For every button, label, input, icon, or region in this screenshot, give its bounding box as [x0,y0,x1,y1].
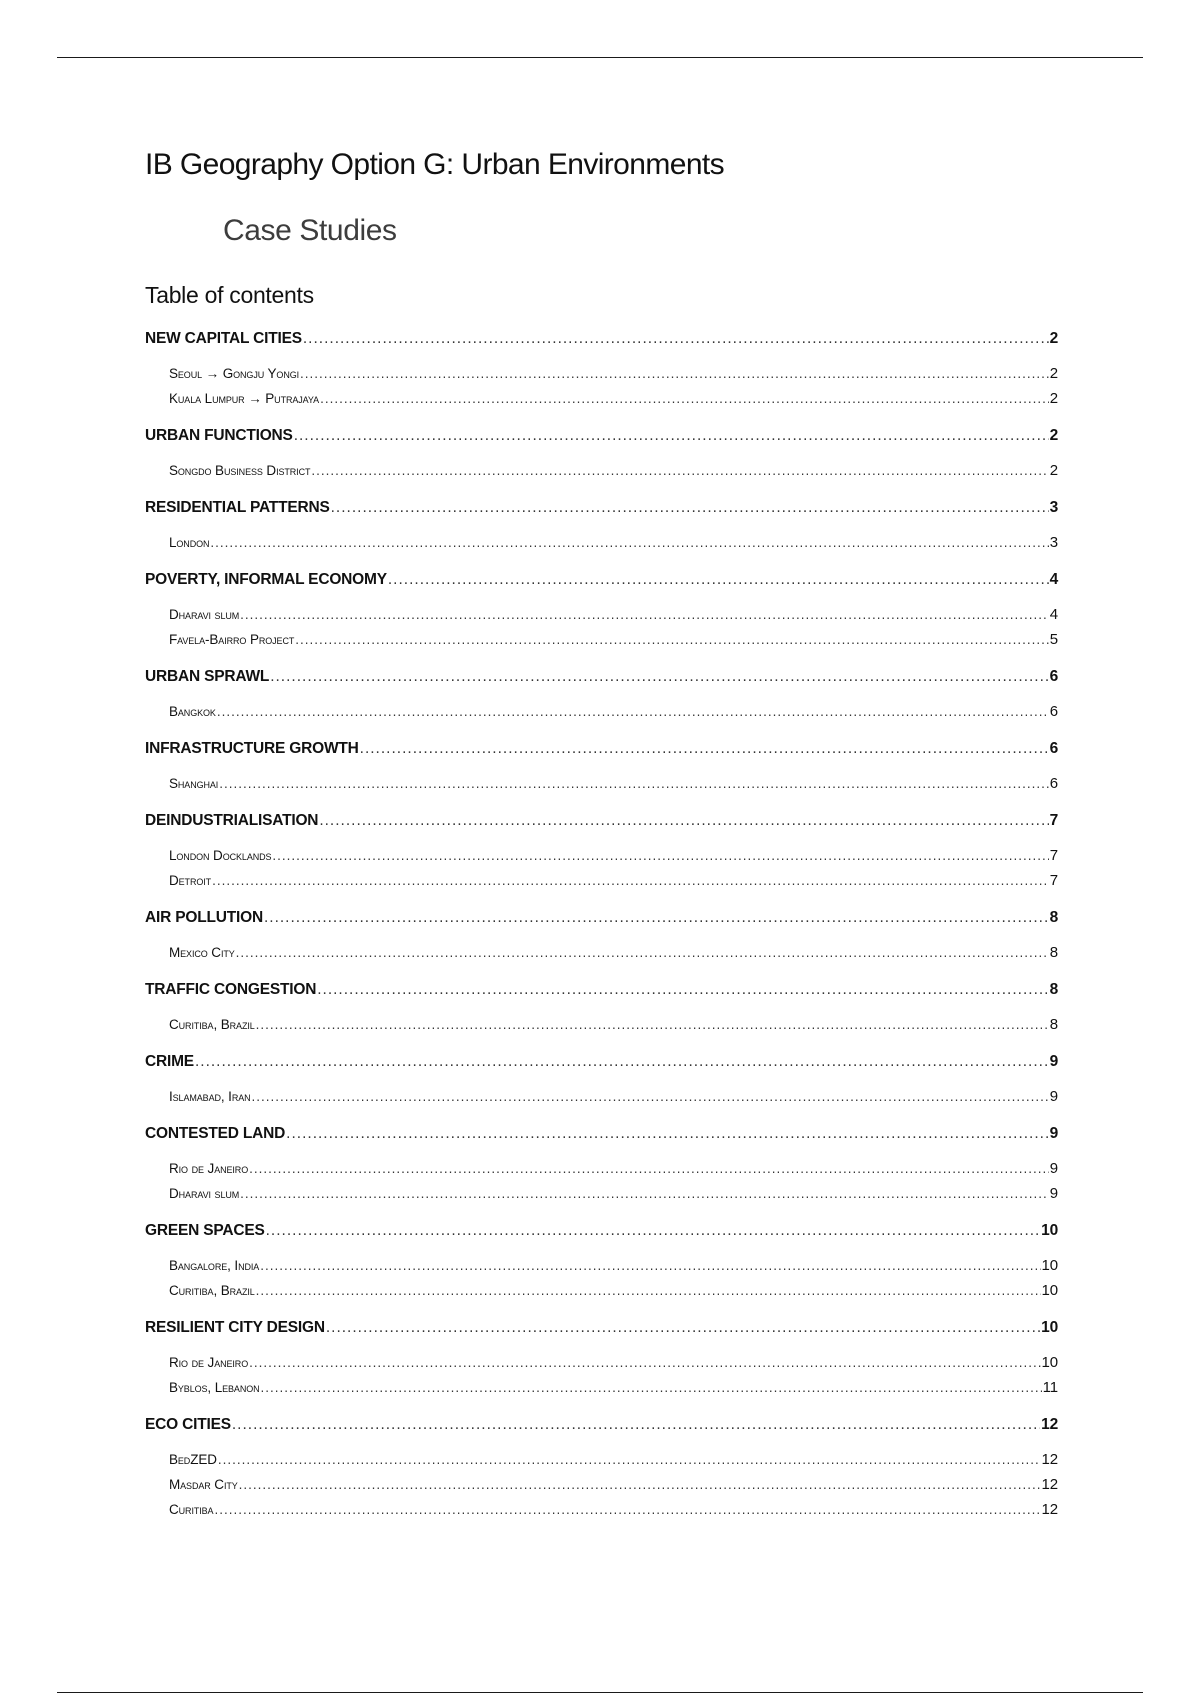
dot-leader [331,499,1049,517]
toc-page-number: 6 [1049,775,1058,792]
toc-subitem-title: Detroit [169,873,212,888]
toc-page-number: 7 [1049,847,1058,864]
toc-entry-subitem[interactable] [145,1282,1058,1307]
dot-leader [218,1452,1041,1467]
toc-entry-subitem[interactable] [145,1451,1058,1476]
footer-rule [57,1692,1143,1693]
toc-section [145,330,1058,427]
dot-leader [311,463,1048,478]
toc-subitem-title: BedZED [169,1452,217,1467]
toc-subitem-title: Curitiba, Brazil [169,1017,255,1032]
toc-subitem-title: Bangkok [169,704,216,719]
toc-entry-heading[interactable] [145,1222,1058,1246]
toc-page-number: 10 [1041,1319,1058,1336]
toc-subitem-title: Rio de Janeiro [169,1355,249,1370]
toc-page-number: 9 [1049,1053,1058,1070]
toc-section [145,1319,1058,1416]
toc-section [145,427,1058,499]
toc-entry-title: RESILIENT CITY DESIGN [145,1319,325,1336]
dot-leader [317,981,1048,999]
toc-entry-heading[interactable] [145,1053,1058,1077]
toc-page-number: 8 [1049,1016,1058,1033]
toc-entry-subitem[interactable] [145,775,1058,800]
dot-leader [240,607,1049,622]
toc-entry-subitem[interactable] [145,390,1058,415]
toc-entry-title: URBAN FUNCTIONS [145,427,293,444]
document-title: IB Geography Option G: Urban Environments [145,148,725,181]
dot-leader [219,776,1049,791]
toc-page-number: 3 [1049,534,1058,551]
dot-leader [232,1416,1040,1434]
dot-leader [320,391,1049,406]
toc-page-number: 8 [1049,944,1058,961]
toc-section [145,909,1058,981]
toc-entry-title: INFRASTRUCTURE GROWTH [145,740,359,757]
dot-leader [286,1125,1048,1143]
toc-entry-title: CRIME [145,1053,194,1070]
toc-entry-heading[interactable] [145,668,1058,692]
toc-section [145,499,1058,571]
toc-section [145,1416,1058,1538]
dot-leader [252,1089,1049,1104]
toc-page-number: 5 [1049,631,1058,648]
dot-leader [261,1380,1042,1395]
dot-leader [212,873,1049,888]
toc-subitem-title: Seoul → Gongju Yongi [169,366,300,381]
toc-subitem-title: London [169,535,210,550]
dot-leader [360,740,1049,758]
toc-entry-heading[interactable] [145,740,1058,764]
toc-section [145,1125,1058,1222]
toc-section [145,812,1058,909]
toc-entry-subitem[interactable] [145,1160,1058,1185]
toc-entry-title: ECO CITIES [145,1416,231,1433]
toc-page-number: 9 [1049,1160,1058,1177]
toc-subitem-title: Curitiba [169,1502,214,1517]
dot-leader [256,1283,1041,1298]
toc-subitem-title: Shanghai [169,776,219,791]
toc-entry-subitem[interactable] [145,1088,1058,1113]
dot-leader [264,909,1049,927]
toc-entry-heading[interactable] [145,812,1058,836]
toc-section [145,981,1058,1053]
dot-leader [214,1502,1040,1517]
toc-entry-subitem[interactable] [145,1354,1058,1379]
toc-heading: Table of contents [145,282,314,308]
toc-entry-title: AIR POLLUTION [145,909,263,926]
toc-page-number: 12 [1041,1416,1058,1433]
dot-leader [239,1477,1041,1492]
dot-leader [303,330,1049,348]
toc-section [145,571,1058,668]
dot-leader [249,1355,1040,1370]
toc-subitem-title: Mexico City [169,945,235,960]
toc-page-number: 6 [1049,703,1058,720]
toc-page-number: 2 [1049,427,1058,444]
toc-page-number: 3 [1049,499,1058,516]
toc-entry-heading[interactable] [145,330,1058,354]
dot-leader [294,427,1049,445]
toc-subitem-title: Favela-Bairro Project [169,632,295,647]
toc-page-number: 12 [1041,1451,1058,1468]
toc-page-number: 2 [1049,365,1058,382]
dot-leader [326,1319,1040,1337]
document-subtitle: Case Studies [223,214,397,247]
toc-entry-title: NEW CAPITAL CITIES [145,330,302,347]
toc-section [145,1053,1058,1125]
toc-subitem-title: Dharavi slum [169,607,240,622]
toc-page-number: 12 [1041,1501,1058,1518]
toc-entry-title: DEINDUSTRIALISATION [145,812,319,829]
toc-entry-title: POVERTY, INFORMAL ECONOMY [145,571,387,588]
toc-page-number: 9 [1049,1185,1058,1202]
toc-page-number: 10 [1041,1222,1058,1239]
toc-entry-heading[interactable] [145,1416,1058,1440]
toc-page-number: 6 [1049,740,1058,757]
dot-leader [236,945,1049,960]
toc-entry-subitem[interactable] [145,1501,1058,1526]
toc-subitem-title: Islamabad, Iran [169,1089,251,1104]
toc-entry-heading[interactable] [145,571,1058,595]
toc-page-number: 2 [1049,330,1058,347]
toc-page-number: 10 [1041,1282,1058,1299]
toc-subitem-title: Curitiba, Brazil [169,1283,255,1298]
dot-leader [240,1186,1049,1201]
toc-entry-heading[interactable] [145,499,1058,523]
dot-leader [300,366,1049,381]
toc-entry-subitem[interactable] [145,703,1058,728]
toc-entry-subitem[interactable] [145,944,1058,969]
toc-page-number: 9 [1049,1125,1058,1142]
toc-page-number: 8 [1049,981,1058,998]
table-of-contents [145,330,1058,1538]
dot-leader [266,1222,1041,1240]
toc-page-number: 6 [1049,668,1058,685]
toc-entry-heading[interactable] [145,981,1058,1005]
toc-entry-heading[interactable] [145,909,1058,933]
toc-page-number: 2 [1049,390,1058,407]
dot-leader [295,632,1048,647]
toc-entry-subitem[interactable] [145,462,1058,487]
toc-subitem-title: London Docklands [169,848,272,863]
toc-entry-subitem[interactable] [145,1257,1058,1282]
toc-entry-heading[interactable] [145,1319,1058,1343]
toc-entry-title: GREEN SPACES [145,1222,265,1239]
toc-page-number: 12 [1041,1476,1058,1493]
toc-page-number: 7 [1049,872,1058,889]
toc-entry-heading[interactable] [145,1125,1058,1149]
dot-leader [260,1258,1040,1273]
toc-entry-subitem[interactable] [145,631,1058,656]
header-rule [57,57,1143,58]
toc-page-number: 10 [1041,1354,1058,1371]
toc-entry-subitem[interactable] [145,847,1058,872]
toc-subitem-title: Bangalore, India [169,1258,260,1273]
dot-leader [256,1017,1049,1032]
toc-entry-subitem[interactable] [145,1185,1058,1210]
dot-leader [217,704,1049,719]
toc-entry-heading[interactable] [145,427,1058,451]
toc-subitem-title: Byblos, Lebanon [169,1380,260,1395]
toc-page-number: 4 [1049,571,1058,588]
toc-subitem-title: Kuala Lumpur → Putrajaya [169,391,320,406]
toc-entry-subitem[interactable] [145,872,1058,897]
toc-entry-subitem[interactable] [145,1379,1058,1404]
dot-leader [210,535,1048,550]
toc-subitem-title: Songdo Business District [169,463,311,478]
toc-entry-title: CONTESTED LAND [145,1125,286,1142]
toc-page-number: 11 [1042,1379,1058,1396]
toc-subitem-title: Dharavi slum [169,1186,240,1201]
toc-page-number: 2 [1049,462,1058,479]
dot-leader [195,1053,1049,1071]
toc-entry-subitem[interactable] [145,534,1058,559]
toc-page-number: 9 [1049,1088,1058,1105]
toc-entry-title: RESIDENTIAL PATTERNS [145,499,330,516]
dot-leader [249,1161,1049,1176]
toc-entry-subitem[interactable] [145,365,1058,390]
toc-section [145,740,1058,812]
toc-subitem-title: Rio de Janeiro [169,1161,249,1176]
toc-entry-subitem[interactable] [145,1016,1058,1041]
toc-entry-title: TRAFFIC CONGESTION [145,981,317,998]
toc-entry-title: URBAN SPRAWL [145,668,270,685]
toc-entry-subitem[interactable] [145,606,1058,631]
toc-page-number: 4 [1049,606,1058,623]
toc-page-number: 10 [1041,1257,1058,1274]
toc-page-number: 8 [1049,909,1058,926]
toc-entry-subitem[interactable] [145,1476,1058,1501]
dot-leader [272,848,1048,863]
toc-section [145,1222,1058,1319]
dot-leader [319,812,1048,830]
toc-page-number: 7 [1049,812,1058,829]
toc-subitem-title: Masdar City [169,1477,238,1492]
toc-section [145,668,1058,740]
dot-leader [270,668,1048,686]
dot-leader [388,571,1049,589]
